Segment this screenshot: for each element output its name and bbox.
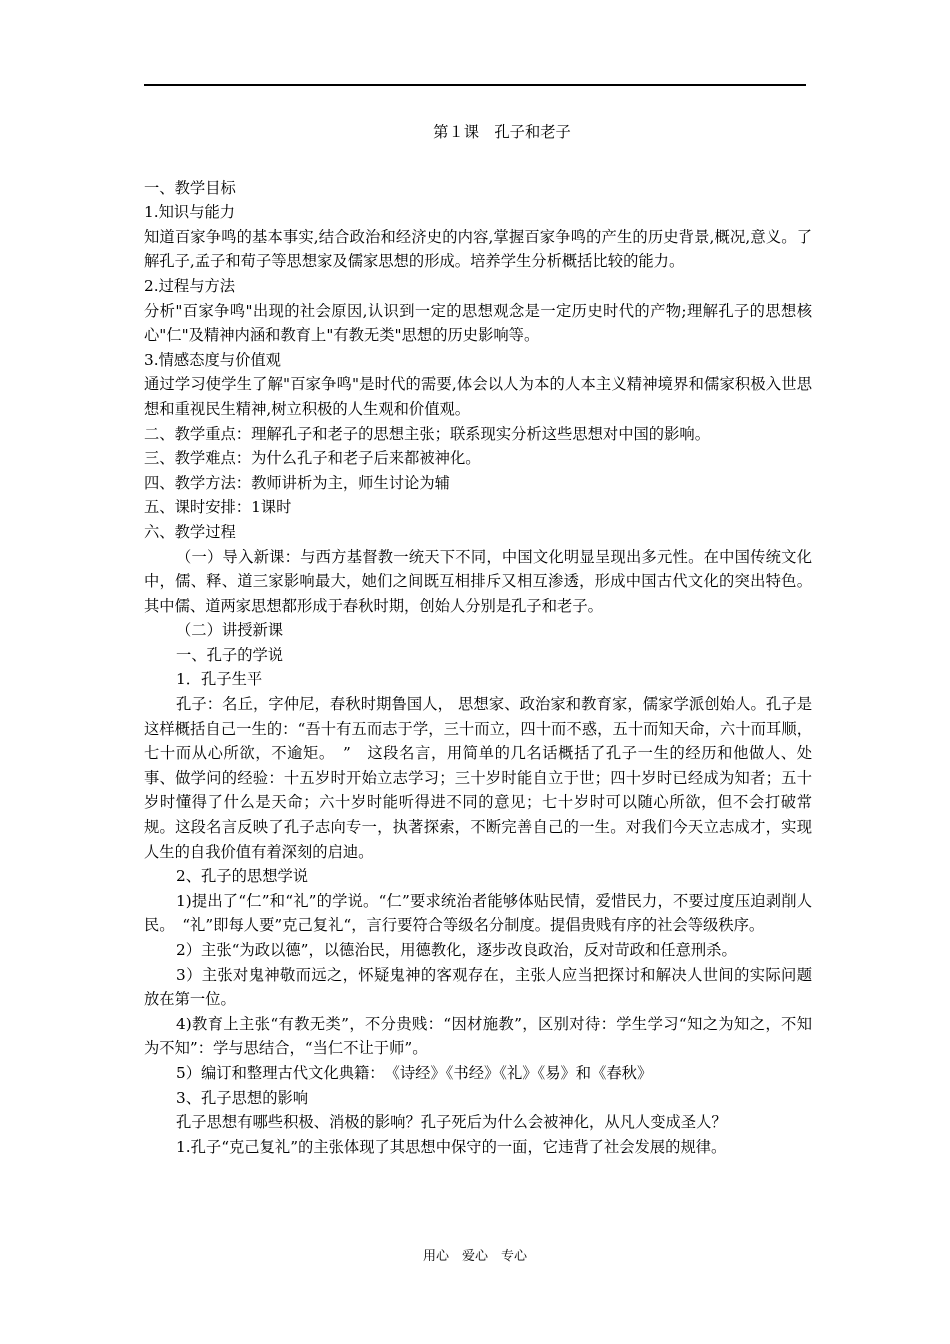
heading-schedule: 五、课时安排：1课时 (144, 498, 292, 517)
heading-difficulties: 三、教学难点：为什么孔子和老子后来都被神化。 (144, 449, 481, 468)
header-rule (144, 84, 806, 86)
page-title: 第１课 孔子和老子 (433, 123, 571, 141)
confucius-theory-heading: 一、孔子的学说 (176, 645, 284, 664)
heading-methods: 四、教学方法：教师讲析为主，师生讨论为辅 (144, 473, 450, 492)
heading-key-points: 二、教学重点：理解孔子和老子的思想主张；联系现实分析这些思想对中国的影响。 (144, 424, 710, 443)
subheading-process: 2.过程与方法 (144, 276, 236, 295)
new-lesson-heading: （二）讲授新课 (176, 621, 284, 640)
thought-item-5: 5）编订和整理古代文化典籍： 《诗经》《书经》《礼》《易》和《春秋》 (176, 1063, 653, 1082)
influence-heading: 3、孔子思想的影响 (176, 1088, 309, 1107)
thought-item-3: 3）主张对鬼神敬而远之，怀疑鬼神的客观存在，主张人应当把探讨和解决人世间的实际问题放在第一位。 (144, 965, 812, 1009)
intro-paragraph: （一）导入新课：与西方基督教一统天下不同，中国文化明显呈现出多元性。在中国传统文化中，儒、释、道三家影响最大，她们之间既互相排斥又相互渗透，形成中国古代文化的突出特色。其中儒、道两家思想都形成于春秋时期，创始人分别是孔子和老子。 (144, 547, 812, 615)
heading-objectives: 一、教学目标 (144, 178, 236, 197)
heading-process: 六、教学过程 (144, 522, 236, 541)
values-paragraph: 通过学习使学生了解"百家争鸣"是时代的需要,体会以人为本的人本主义精神境界和儒家积极入世思想和重视民生精神,树立积极的人生观和价值观。 (144, 375, 812, 418)
document-body (144, 120, 812, 1159)
subheading-values: 3.情感态度与价值观 (144, 350, 281, 369)
thought-item-4: 4)教育上主张“有教无类”，不分贵贱：“因材施教”，区别对待：学生学习“知之为知之，不知为不知”：学与思结合，“当仁不让于师”。 (144, 1014, 812, 1058)
influence-item-1: 1.孔子“克己复礼”的主张体现了其思想中保守的一面，它违背了社会发展的规律。 (176, 1137, 727, 1156)
knowledge-paragraph: 知道百家争鸣的基本事实,结合政治和经济史的内容,掌握百家争鸣的产生的历史背景,概况,意义。了解孔子,孟子和荀子等思想家及儒家思想的形成。培养学生分析概括比较的能力。 (144, 227, 812, 271)
confucius-life-paragraph: 孔子：名丘，字仲尼，春秋时期鲁国人， 思想家、政治家和教育家，儒家学派创始人。孔子是这样概括自己一生的：“吾十有五而志于学，三十而立，四十而不惑，五十而知天命，六十而耳顺，七十而从心所欲，不逾矩。 ” 这段名言，用简单的几名话概括了孔子一生的经历和他做人、处事、做学问的经验：十五岁时开始立志学习；三十岁时能自立于世；四十岁时已经成为知者；五十岁时懂得了什么是天命；六十岁时能听得进不同的意见；七十岁时可以随心所欲，但不会打破常规。这段名言反映了孔子志向专一，执著探索，不断完善自己的一生。对我们今天立志成才，实现人生的自我价值有着深刻的启迪。 (144, 695, 812, 861)
thought-item-2: 2）主张“为政以德”，以德治民，用德教化，逐步改良政治，反对苛政和任意刑杀。 (176, 941, 737, 959)
subheading-knowledge: 1.知识与能力 (144, 203, 236, 222)
confucius-life-heading: 1．孔子生平 (176, 670, 263, 689)
confucius-thought-heading: 2、孔子的思想学说 (176, 867, 309, 886)
process-paragraph: 分析"百家争鸣"出现的社会原因,认识到一定的思想观念是一定历史时代的产物;理解孔子的思想核心"仁"及精神内涵和教育上"有教无类"思想的历史影响等。 (144, 301, 812, 345)
page-footer: 用心 爱心 专心 (422, 1249, 527, 1264)
influence-question: 孔子思想有哪些积极、消极的影响？孔子死后为什么会被神化，从凡人变成圣人？ (176, 1113, 727, 1132)
thought-item-1: 1)提出了“仁”和“礼”的学说。“仁”要求统治者能够体贴民情，爱惜民力，不要过度压迫剥削人民。 “礼”即每人要”克己复礼“，言行要符合等级名分制度。提倡贵贱有序的社会等级秩序。 (144, 891, 812, 935)
